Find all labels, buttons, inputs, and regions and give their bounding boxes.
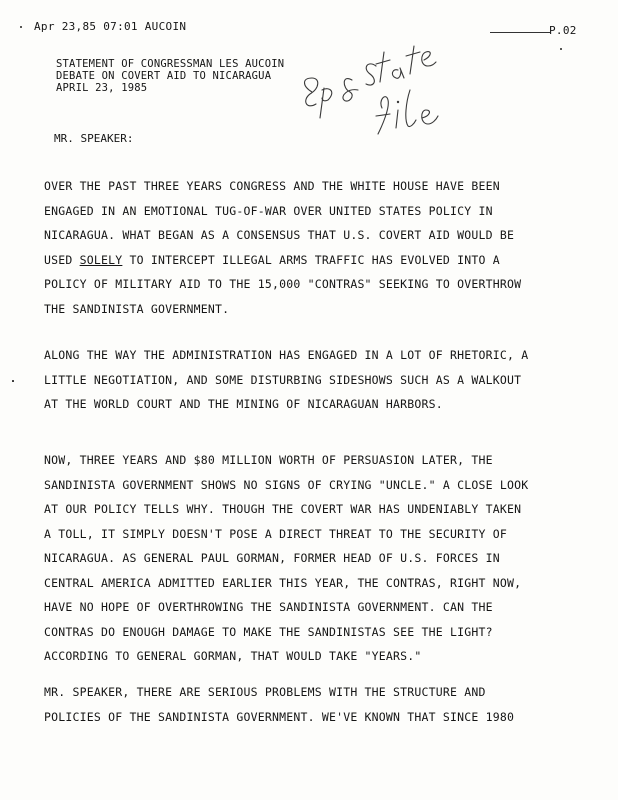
paragraph-3 <box>44 448 564 669</box>
handwritten-note <box>290 30 450 140</box>
text-line: LITTLE NEGOTIATION, AND SOME DISTURBING SIDESHOWS SUCH AS A WALKOUT <box>44 372 522 387</box>
text-line: MR. SPEAKER, THERE ARE SERIOUS PROBLEMS WITH THE STRUCTURE AND <box>44 685 486 699</box>
statement-heading <box>56 58 284 94</box>
text-line: OVER THE PAST THREE YEARS CONGRESS AND THE WHITE HOUSE HAVE BEEN <box>44 179 500 193</box>
scan-speck <box>560 48 562 50</box>
statement-subject: DEBATE ON COVERT AID TO NICARAGUA <box>56 70 272 82</box>
fax-page-number: P.02 <box>549 24 577 37</box>
text-line: NOW, THREE YEARS AND $80 MILLION WORTH OF PERSUASION LATER, THE <box>44 453 493 467</box>
underlined-word: SOLELY <box>79 252 123 267</box>
fax-header-rule <box>490 32 550 33</box>
text-line: A TOLL, IT SIMPLY DOESN'T POSE A DIRECT THREAT TO THE SECURITY OF <box>44 526 508 541</box>
text-line: USED SOLELY TO INTERCEPT ILLEGAL ARMS TRAFFIC HAS EVOLVED INTO A <box>44 252 500 267</box>
text-line: SANDINISTA GOVERNMENT SHOWS NO SIGNS OF CRYING "UNCLE." A CLOSE LOOK <box>44 477 529 492</box>
text-line: ACCORDING TO GENERAL GORMAN, THAT WOULD TAKE "YEARS." <box>44 649 422 663</box>
text-line: POLICIES OF THE SANDINISTA GOVERNMENT. WE'VE KNOWN THAT SINCE 1980 <box>44 709 515 724</box>
text-line: ALONG THE WAY THE ADMINISTRATION HAS ENGAGED IN A LOT OF RHETORIC, A <box>44 348 529 362</box>
statement-title: STATEMENT OF CONGRESSMAN LES AUCOIN <box>56 58 285 70</box>
paragraph-2 <box>44 343 564 417</box>
scan-speck <box>12 380 14 382</box>
fax-header-sender: Apr 23,85 07:01 AUCOIN <box>34 20 187 33</box>
text-line: HAVE NO HOPE OF OVERTHROWING THE SANDINISTA GOVERNMENT. CAN THE <box>44 600 493 614</box>
statement-date: APRIL 23, 1985 <box>56 82 148 94</box>
text-line: POLICY OF MILITARY AID TO THE 15,000 "CONTRAS" SEEKING TO OVERTHROW <box>44 277 522 291</box>
scan-speck <box>20 26 22 28</box>
text-line: CONTRAS DO ENOUGH DAMAGE TO MAKE THE SANDINISTAS SEE THE LIGHT? <box>44 624 493 639</box>
text-line: NICARAGUA. WHAT BEGAN AS A CONSENSUS THAT U.S. COVERT AID WOULD BE <box>44 228 515 242</box>
text-line: AT OUR POLICY TELLS WHY. THOUGH THE COVERT WAR HAS UNDENIABLY TAKEN <box>44 502 522 516</box>
text-line: ENGAGED IN AN EMOTIONAL TUG-OF-WAR OVER UNITED STATES POLICY IN <box>44 203 493 218</box>
text-line: NICARAGUA. AS GENERAL PAUL GORMAN, FORMER HEAD OF U.S. FORCES IN <box>44 551 500 565</box>
salutation: MR. SPEAKER: <box>54 132 134 145</box>
text-line: AT THE WORLD COURT AND THE MINING OF NICARAGUAN HARBORS. <box>44 397 443 411</box>
text-line: CENTRAL AMERICA ADMITTED EARLIER THIS YEAR, THE CONTRAS, RIGHT NOW, <box>44 575 522 590</box>
paragraph-1 <box>44 174 564 321</box>
paragraph-4 <box>44 680 564 729</box>
text-line: THE SANDINISTA GOVERNMENT. <box>44 301 230 316</box>
